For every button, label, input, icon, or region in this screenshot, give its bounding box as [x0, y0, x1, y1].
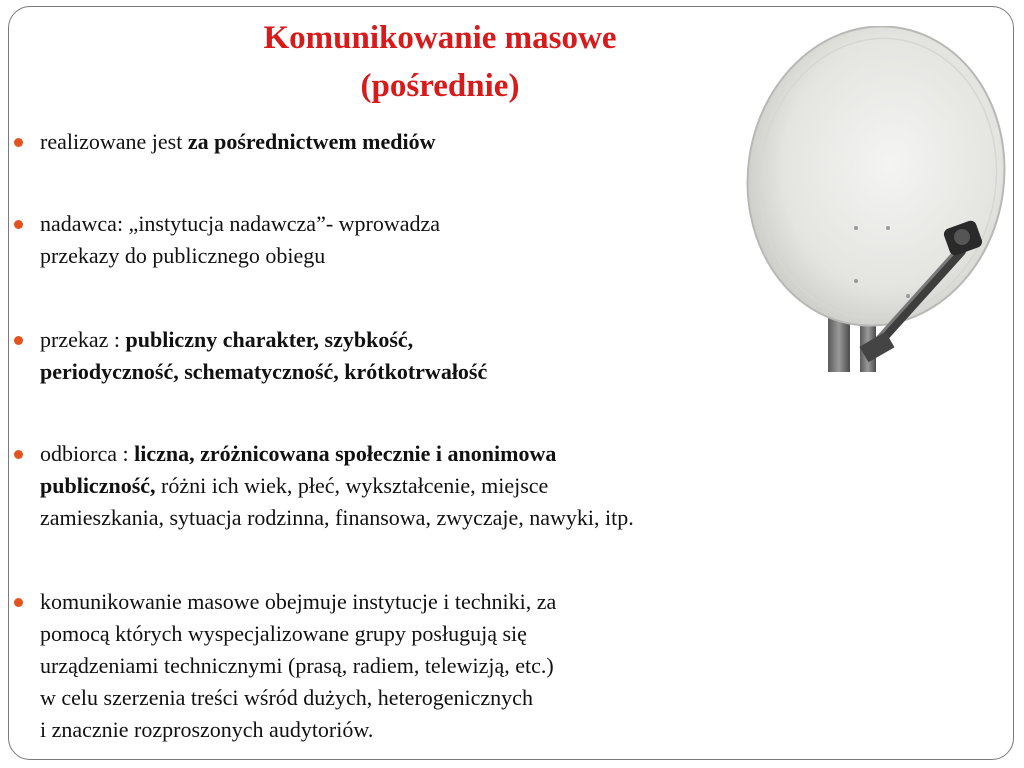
b5-line-5: i znacznie rozproszonych audytoriów.	[40, 717, 374, 742]
title-line-2: (pośrednie)	[360, 68, 520, 104]
b4-text-2: różni ich wiek, płeć, wykształcenie, miejsce	[155, 473, 549, 498]
bullet-1	[40, 126, 435, 158]
b5-line-4: w celu szerzenia treści wśród dużych, heterogenicznych	[40, 685, 533, 710]
b3-text: przekaz :	[40, 327, 126, 352]
b5-line-1: komunikowanie masowe obejmuje instytucje i techniki, za	[40, 589, 557, 614]
bullet-5	[40, 586, 556, 746]
b2-line-2: przekazy do publicznego obiegu	[40, 243, 326, 268]
satellite-dish-image	[736, 26, 1016, 372]
b1-bold: za pośrednictwem mediów	[187, 129, 436, 154]
b3-bold-1: publiczny charakter, szybkość,	[125, 327, 414, 352]
bullet-2	[40, 208, 440, 272]
slide-title	[170, 14, 710, 110]
b4-line-3: zamieszkania, sytuacja rodzinna, finansowa, zwyczaje, nawyki, itp.	[40, 505, 634, 530]
b5-line-3: urządzeniami technicznymi (prasą, radiem, telewizją, etc.)	[40, 653, 554, 678]
bullet-4	[40, 438, 634, 534]
title-line-1: Komunikowanie masowe	[263, 20, 617, 56]
bullet-3	[40, 324, 487, 388]
b4-bold-2: publiczność,	[40, 473, 156, 498]
b4-bold-1: liczna, zróżnicowana społecznie i anonimowa	[134, 441, 557, 466]
b5-line-2: pomocą których wyspecjalizowane grupy posługują się	[40, 621, 527, 646]
b1-text: realizowane jest	[40, 129, 188, 154]
b4-text-1: odbiorca :	[40, 441, 135, 466]
b3-bold-2: periodyczność, schematyczność, krótkotrwałość	[40, 359, 488, 384]
b2-line-1: nadawca: „instytucja nadawcza”- wprowadza	[40, 211, 441, 236]
